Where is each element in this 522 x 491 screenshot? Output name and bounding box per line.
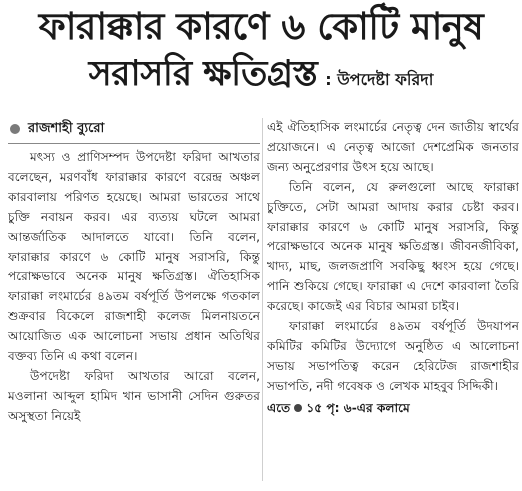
- headline-block: [0, 4, 522, 96]
- bullet-icon: [10, 124, 20, 134]
- headline-attribution: : উপদেষ্টা ফরিদা: [325, 70, 434, 89]
- continuation-lead: এতে: [267, 400, 291, 415]
- byline-text: রাজশাহী ব্যুরো: [28, 121, 105, 136]
- continuation-line: [267, 399, 519, 419]
- left-paragraph-2: উপদেষ্টা ফরিদা আখতার আরো বলেন, মওলানা আব্দুল হামিদ খান ভাসানী সেদিন গুরুতর অসুস্থতা নিয়েই: [8, 368, 260, 423]
- headline-line-1: ফারাক্কার কারণে ৬ কোটি মানুষ: [38, 5, 484, 48]
- article-column-right: [267, 118, 519, 491]
- column-divider: [262, 118, 263, 481]
- article-column-left: [8, 118, 260, 491]
- right-paragraph-2: তিনি বলেন, যে রুলগুলো আছে ফারাক্কা চুক্তিতে, সেটা আমরা আদায় করার চেষ্টা করব। ফারাক্কার কারণে ৬ কোটি মানুষ সরাসরি, কিন্তু পরোক্ষভাবে অনেক মানুষ ক্ষতিগ্রস্ত। জীবনজীবিকা, খাদ্য, মাছ, জলজপ্রাণি সবকিছু ধ্বংস হয়ে গেছে। পানি শুকিয়ে গেছে। ফারাক্কা এ দেশে কারবালা তৈরি করেছে। কাজেই এর বিচার আমরা চাইব।: [267, 179, 519, 314]
- headline-line-2-row: [0, 52, 522, 96]
- headline-line-2: সরাসরি ক্ষতিগ্রস্ত: [88, 54, 318, 94]
- jump-bullet-icon: [294, 404, 302, 412]
- right-paragraph-3: ফারাক্কা লংমার্চের ৪৯তম বর্ষপূর্তি উদযাপন কমিটির কমিটির উদ্যোগে অনুষ্ঠিত এ আলোচনা সভায় সভাপতিত্ব করেন হেরিটেজ রাজশাহীর সভাপতি, নদী গবেষক ও লেখক মাহবুব সিদ্দিকী।: [267, 319, 519, 393]
- left-paragraph-1: মৎস্য ও প্রাণিসম্পদ উপদেষ্টা ফরিদা আখতার বলেছেন, মরণবাঁধ ফারাক্কার কারণে বরেন্দ্র অঞ্চল কারবালায় পরিণত হয়েছে। আমরা ভারতের সাথে চুক্তি নবায়ন করব। এর ব্যত্যয় ঘটলে আমরা আন্তর্জাতিক আদালতে যাবো। তিনি বলেন, ফারাক্কার কারণে ৬ কোটি মানুষ সরাসরি, কিন্তু পরোক্ষভাবে অনেক মানুষ ক্ষতিগ্রস্ত। ঐতিহাসিক ফারাক্কা লংমার্চের ৪৯তম বর্ষপূর্তি উপলক্ষে গতকাল শুক্রবার বিকেলে রাজশাহী কলেজ মিলনায়তনে আয়োজিত এক আলোচনা সভায় প্রধান অতিথির বক্তব্য তিনি এ কথা বলেন।: [8, 150, 260, 364]
- byline: [8, 118, 260, 140]
- continuation-jump[interactable]: ১৫ পৃ: ৬-এর কলামে: [306, 400, 410, 415]
- right-paragraph-1: এই ঐতিহাসিক লংমার্চের নেতৃত্ব দেন জাতীয় স্বার্থের প্রয়োজনে। এ নেতৃত্ব আজো দেশপ্রেমিক জনতার জন্য অনুপ্রেরণার উৎস হয়ে আছে।: [267, 120, 519, 174]
